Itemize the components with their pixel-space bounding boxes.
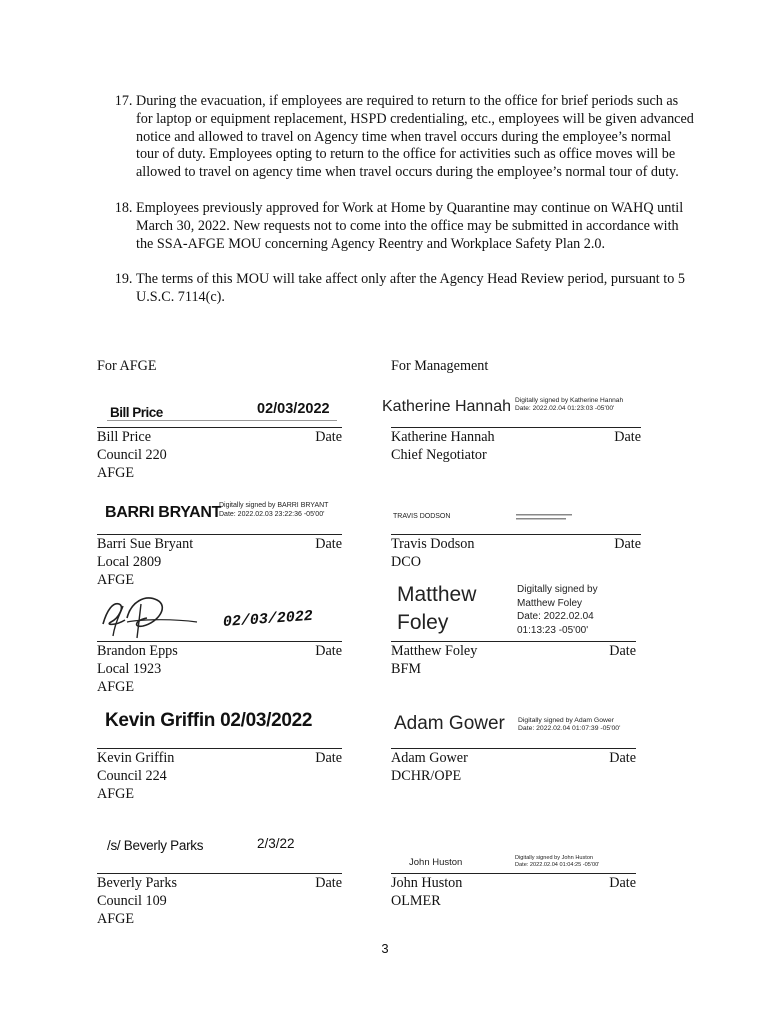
date-label: Date [614,429,641,445]
signer-title: OLMER [391,892,441,909]
signature-underline [107,420,337,421]
signature-block-kevin-griffin [97,705,342,805]
signer-name: Katherine Hannah [391,429,495,445]
date-label: Date [315,429,342,445]
signature-line [97,534,342,535]
signature-line [391,427,641,428]
signer-title: Chief Negotiator [391,446,487,463]
signer-info [391,536,641,572]
date-label: Date [315,875,342,891]
digital-signature-stamp: Digitally signed by Katherine Hannah Date: 2022.02.04 01:23:03 -05'00' [515,397,624,413]
signature-area [97,705,342,748]
signature-line [391,641,636,642]
signature-block-john-huston [391,830,636,930]
signature-area [391,577,636,641]
typed-signature: Bill Price [110,405,163,420]
signer-info [391,429,641,465]
date-label: Date [614,536,641,552]
handwritten-signature-icon [97,592,217,640]
digital-signature-stamp: Digitally signed by Matthew Foley Date: 2022.02.04 01:13:23 -05'00' [517,584,598,636]
digital-signature-stamp: Digitally signed by Adam Gower Date: 2022.02.04 01:07:39 -05'00' [518,717,621,733]
signature-block-travis-dodson [391,498,641,578]
provision-18: 18. Employees previously approved for Work at Home by Quarantine may continue on WAHQ until March 30, 2022. New requests not to come into the office may be submitted in accordance with the SSA-AFGE MOU concerning Agency Reentry and Workplace Safety Plan 2.0. [136,200,696,253]
signer-title: DCHR/OPE [391,767,462,784]
signer-title: DCO [391,553,421,570]
signer-title: BFM [391,660,421,677]
date-label: Date [315,643,342,659]
signer-info [391,643,636,679]
signer-org: AFGE [97,785,135,802]
signature-area [391,498,641,534]
digital-signature-name: BARRI BRYANT [105,504,222,521]
signer-info [97,643,342,696]
signer-unit: Council 220 [97,446,167,463]
signer-name: Travis Dodson [391,536,475,552]
page-number: 3 [381,941,389,956]
signature-area [97,592,342,641]
date-label: Date [609,643,636,659]
signer-name: Barri Sue Bryant [97,536,194,552]
signature-block-bill-price [97,395,342,490]
signer-name: Brandon Epps [97,643,178,659]
date-label: Date [315,536,342,552]
signature-area [391,830,636,873]
signature-area [391,705,636,748]
signer-unit: Local 1923 [97,660,162,677]
signer-info [391,750,636,786]
signature-block-katherine-hannah [382,388,641,483]
date-label: Date [315,750,342,766]
signer-name: Bill Price [97,429,151,445]
typed-signature: /s/ Beverly Parks [107,838,204,853]
signature-line [391,748,636,749]
signature-area [97,395,342,427]
provision-17: 17. During the evacuation, if employees are required to return to the office for brief periods such as for laptop or equipment replacement, HSPD credentialing, etc., employees will be given advanced notice and allowed to travel on Agency time when travel occurs during the employee’s normal tour of duty. Employees opting to return to the office for activities such as office moves will be allowed to travel on agency time when travel occurs during the employee’s normal tour of duty. [136,93,696,182]
signature-block-beverly-parks [97,830,342,930]
signer-info [97,429,342,482]
signer-info [391,875,636,911]
signer-name: John Huston [391,875,463,891]
signature-line [391,873,636,874]
date-label: Date [609,875,636,891]
signature-line [97,748,342,749]
signer-name: Kevin Griffin [97,750,175,766]
digital-signature-name: Adam Gower [394,713,505,734]
numbered-provisions [97,93,696,325]
signer-name: Adam Gower [391,750,468,766]
signer-org: AFGE [97,571,135,588]
signer-unit: Council 224 [97,767,167,784]
signer-unit: Local 2809 [97,553,162,570]
for-management-label: For Management [391,358,489,374]
signer-org: AFGE [97,910,135,927]
signature-line [97,641,342,642]
signer-unit: Council 109 [97,892,167,909]
signer-org: AFGE [97,678,135,695]
signature-line [97,427,342,428]
typed-signature: Kevin Griffin 02/03/2022 [105,710,313,731]
signer-info [97,536,342,589]
signature-block-matthew-foley [391,577,636,687]
signature-date: 02/03/2022 [257,401,330,417]
signature-date: 2/3/22 [257,836,295,851]
provision-19: 19. The terms of this MOU will take affect only after the Agency Head Review period, pursuant to 5 U.S.C. 7114(c). [136,271,696,307]
signer-name: Beverly Parks [97,875,177,891]
signature-block-barri-bryant [97,498,342,593]
handwritten-date: 02/03/2022 [222,607,314,631]
digital-signature-name: Matthew Foley [397,583,477,634]
digital-signature-name: TRAVIS DODSON [393,513,451,520]
signature-block-adam-gower [391,705,636,805]
signature-block-brandon-epps [97,592,342,702]
signature-line [391,534,641,535]
signature-line [97,873,342,874]
digital-signature-name: Katherine Hannah [382,398,511,415]
digital-signature-name: John Huston [409,857,463,868]
signature-area [382,388,641,427]
signer-org: AFGE [97,464,135,481]
digital-signature-stamp: Digitally signed by John Huston Date: 2022.02.04 01:04:25 -05'00' [515,855,600,868]
for-afge-label: For AFGE [97,358,157,374]
date-label: Date [609,750,636,766]
signature-area [97,498,342,534]
signer-name: Matthew Foley [391,643,478,659]
signer-info [97,750,342,803]
digital-signature-stamp: Digitally signed by BARRI BRYANT Date: 2022.02.03 23:22:36 -05'00' [219,502,329,518]
signer-info [97,875,342,928]
signature-area [97,830,342,873]
digital-stamp-fine-print-icon [516,513,576,523]
